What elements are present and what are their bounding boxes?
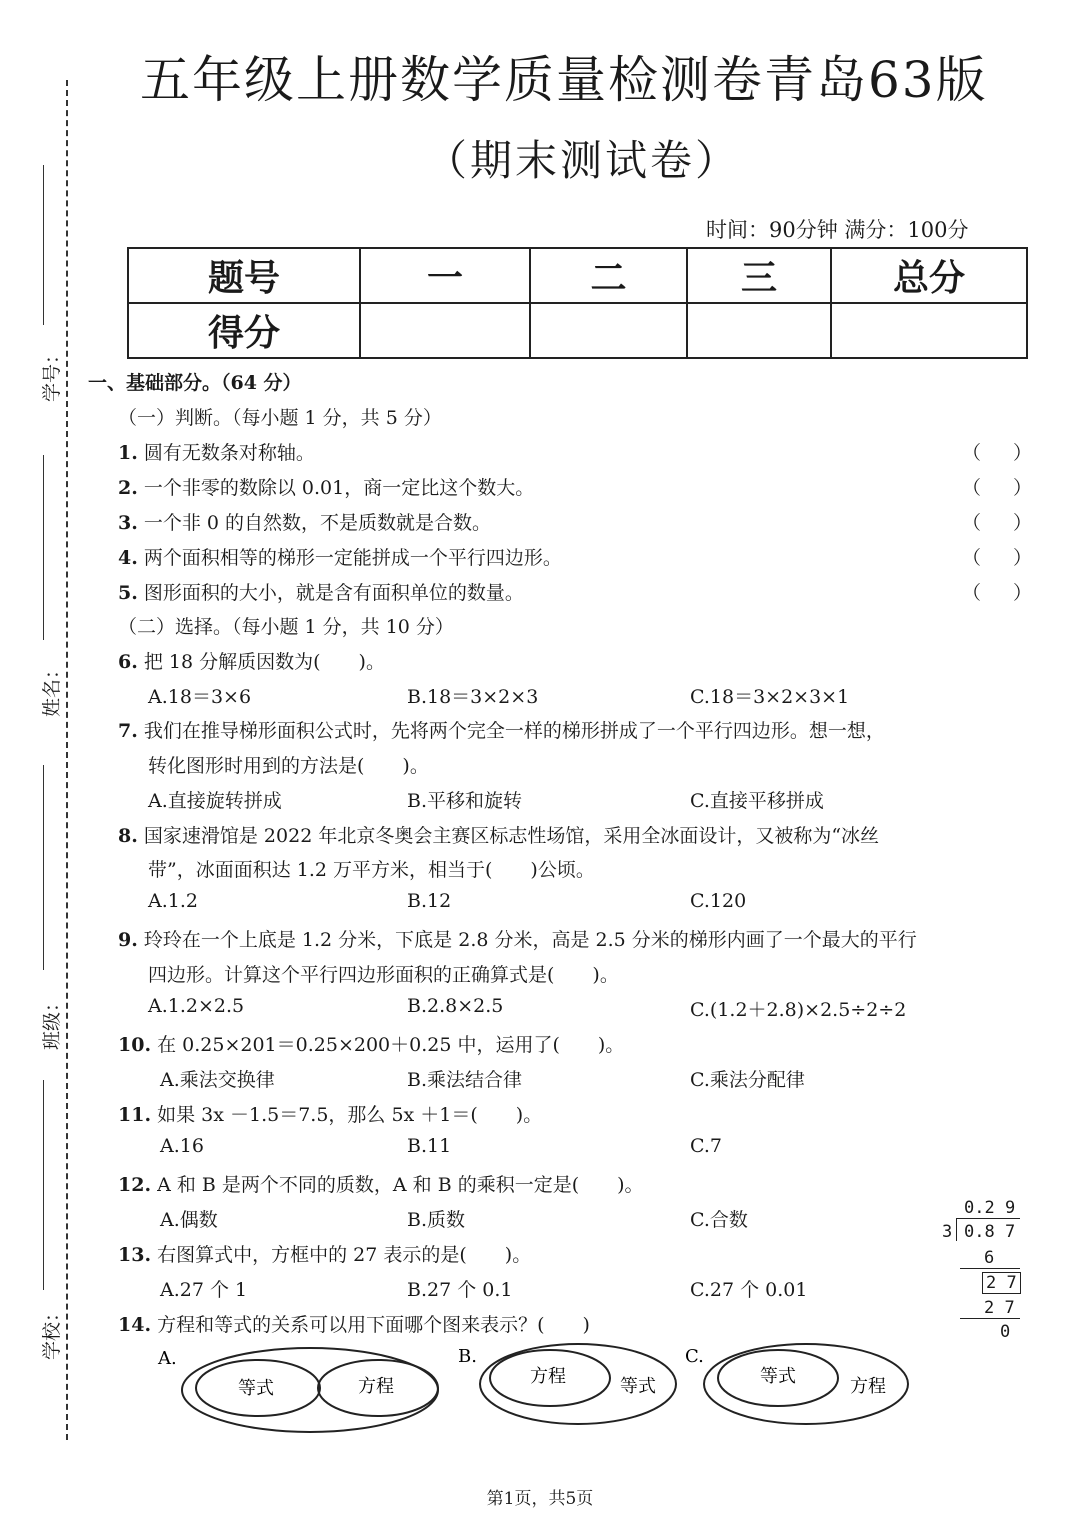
venn-b-inner-text: 方程 bbox=[530, 1366, 566, 1387]
question-text: 国家速滑馆是 2022 年北京冬奥会主赛区标志性场馆，采用全冰面设计，又被称为“冰丝 bbox=[143, 825, 880, 847]
choice-question bbox=[118, 925, 917, 952]
score-header-cell: 一 bbox=[360, 248, 530, 303]
score-input-cell[interactable] bbox=[687, 303, 831, 358]
choice-question bbox=[118, 1240, 531, 1267]
question-text: 玲玲在一个上底是 1.2 分米，下底是 2.8 分米，高是 2.5 分米的梯形内画了一个最大的平行 bbox=[143, 929, 917, 951]
option-c[interactable]: C.18＝3×2×3×1 bbox=[690, 686, 850, 708]
answer-blank-open[interactable]: （ bbox=[962, 512, 982, 534]
venn-b-outer-text: 等式 bbox=[620, 1376, 656, 1397]
venn-c-left-text: 等式 bbox=[760, 1366, 796, 1387]
question-text: 右图算式中，方框中的 27 表示的是( )。 bbox=[157, 1244, 532, 1266]
option-a[interactable]: A.乘法交换律 bbox=[160, 1069, 275, 1091]
division-step2: 2 7 bbox=[984, 1298, 1015, 1318]
answer-blank-open[interactable]: （ bbox=[962, 477, 982, 499]
choice-question bbox=[118, 1170, 644, 1197]
option-a[interactable]: A.16 bbox=[160, 1135, 204, 1157]
score-header-cell: 题号 bbox=[128, 248, 360, 303]
question-text: 如果 3x －1.5＝7.5，那么 5x ＋1＝( )。 bbox=[157, 1104, 543, 1126]
division-bracket bbox=[956, 1219, 957, 1241]
question-number: 1. bbox=[118, 442, 138, 464]
question-number: 14. bbox=[118, 1314, 152, 1336]
question-text: 方程和等式的关系可以用下面哪个图来表示？( ) bbox=[157, 1314, 590, 1336]
question-number: 8. bbox=[118, 825, 138, 847]
name-label: 姓名： bbox=[41, 659, 64, 718]
option-c[interactable]: C.直接平移拼成 bbox=[690, 790, 824, 812]
score-table-header-row bbox=[128, 248, 1027, 303]
score-header-cell: 二 bbox=[530, 248, 687, 303]
division-remainder: 0 bbox=[1000, 1322, 1011, 1342]
question-text: 一个非 0 的自然数，不是质数就是合数。 bbox=[143, 512, 492, 534]
question-text-continued: 带”，冰面面积达 1.2 万平方米，相当于( )公顷。 bbox=[148, 859, 595, 881]
choice-question bbox=[118, 647, 385, 674]
exam-meta: 时间：90分钟 满分：100分 bbox=[706, 218, 969, 242]
score-header-cell: 三 bbox=[687, 248, 831, 303]
long-division-figure bbox=[942, 1198, 1022, 1348]
option-a[interactable]: A.1.2 bbox=[148, 890, 198, 912]
judge-question bbox=[118, 543, 562, 570]
option-b[interactable]: B.18＝3×2×3 bbox=[407, 686, 539, 708]
question-number: 4. bbox=[118, 547, 138, 569]
score-table bbox=[127, 247, 1028, 359]
option-b[interactable]: B.质数 bbox=[407, 1209, 466, 1231]
option-c[interactable]: C.(1.2＋2.8)×2.5÷2÷2 bbox=[690, 999, 907, 1021]
choice-question bbox=[118, 1100, 542, 1127]
page-title: 五年级上册数学质量检测卷青岛63版 bbox=[140, 51, 988, 109]
student-id-line bbox=[43, 165, 44, 325]
score-row-label: 得分 bbox=[128, 303, 360, 358]
answer-blank-close: ） bbox=[1013, 512, 1033, 534]
division-bar bbox=[956, 1218, 1020, 1219]
venn-b-label[interactable]: B. bbox=[458, 1346, 477, 1367]
choice-question bbox=[118, 1030, 624, 1057]
choice-question bbox=[118, 821, 879, 848]
part-title-judge: （一）判断。（每小题 1 分，共 5 分） bbox=[118, 407, 442, 429]
answer-blank-open[interactable]: （ bbox=[962, 582, 982, 604]
question-text: 在 0.25×201＝0.25×200＋0.25 中，运用了( )。 bbox=[157, 1034, 625, 1056]
option-c[interactable]: C.120 bbox=[690, 890, 747, 912]
score-header-cell: 总分 bbox=[831, 248, 1027, 303]
option-b[interactable]: B.平移和旋转 bbox=[407, 790, 523, 812]
answer-blank-close: ） bbox=[1013, 442, 1033, 464]
score-input-cell[interactable] bbox=[831, 303, 1027, 358]
judge-question bbox=[118, 438, 315, 465]
question-number: 13. bbox=[118, 1244, 152, 1266]
student-id-label: 学号： bbox=[41, 344, 64, 403]
question-text: 一个非零的数除以 0.01，商一定比这个数大。 bbox=[143, 477, 535, 499]
division-divisor: 3 bbox=[942, 1222, 953, 1242]
answer-blank-close: ） bbox=[1013, 582, 1033, 604]
option-b[interactable]: B.12 bbox=[407, 890, 452, 912]
division-rule bbox=[960, 1268, 1020, 1269]
option-a[interactable]: A.偶数 bbox=[160, 1209, 218, 1231]
venn-c-right-text: 方程 bbox=[850, 1376, 886, 1397]
judge-question bbox=[118, 508, 491, 535]
question-number: 12. bbox=[118, 1174, 152, 1196]
option-b[interactable]: B.2.8×2.5 bbox=[407, 995, 504, 1017]
question-number: 6. bbox=[118, 651, 138, 673]
venn-a-label[interactable]: A. bbox=[158, 1348, 177, 1369]
class-label: 班级： bbox=[41, 992, 64, 1051]
option-a[interactable]: A.27 个 1 bbox=[160, 1279, 248, 1301]
venn-a-outer bbox=[182, 1348, 438, 1432]
question-number: 3. bbox=[118, 512, 138, 534]
question-number: 7. bbox=[118, 720, 138, 742]
option-b[interactable]: B.乘法结合律 bbox=[407, 1069, 523, 1091]
school-label: 学校： bbox=[41, 1302, 64, 1361]
answer-blank-close: ） bbox=[1013, 547, 1033, 569]
question-text: 把 18 分解质因数为( )。 bbox=[143, 651, 385, 673]
option-a[interactable]: A.直接旋转拼成 bbox=[148, 790, 282, 812]
score-input-cell[interactable] bbox=[530, 303, 687, 358]
choice-question bbox=[118, 1310, 590, 1337]
option-b[interactable]: B.11 bbox=[407, 1135, 452, 1157]
judge-question bbox=[118, 473, 534, 500]
venn-diagrams bbox=[150, 1340, 1030, 1450]
choice-question bbox=[118, 716, 885, 743]
division-dividend: 0.8 7 bbox=[964, 1222, 1016, 1242]
question-text: 两个面积相等的梯形一定能拼成一个平行四边形。 bbox=[143, 547, 562, 569]
class-line bbox=[43, 765, 44, 970]
score-table-row bbox=[128, 303, 1027, 358]
section-title: 一、基础部分。（64 分） bbox=[88, 372, 302, 394]
option-b[interactable]: B.27 个 0.1 bbox=[407, 1279, 513, 1301]
question-text-continued: 转化图形时用到的方法是( )。 bbox=[148, 755, 429, 777]
judge-question bbox=[118, 578, 524, 605]
question-text-continued: 四边形。计算这个平行四边形面积的正确算式是( )。 bbox=[148, 964, 619, 986]
venn-a-right-text: 方程 bbox=[358, 1376, 394, 1397]
question-number: 9. bbox=[118, 929, 138, 951]
division-step1: 6 bbox=[984, 1248, 995, 1268]
page-subtitle: （期末测试卷） bbox=[425, 136, 741, 185]
option-c[interactable]: C.7 bbox=[690, 1135, 722, 1157]
answer-blank-close: ） bbox=[1013, 477, 1033, 499]
question-number: 10. bbox=[118, 1034, 152, 1056]
option-a[interactable]: A.1.2×2.5 bbox=[148, 995, 245, 1017]
option-c[interactable]: C.27 个 0.01 bbox=[690, 1279, 808, 1301]
question-text: 我们在推导梯形面积公式时，先将两个完全一样的梯形拼成了一个平行四边形。想一想， bbox=[143, 720, 885, 742]
name-line bbox=[43, 455, 44, 640]
question-number: 5. bbox=[118, 582, 138, 604]
part-title-choice: （二）选择。（每小题 1 分，共 10 分） bbox=[118, 616, 454, 638]
question-number: 2. bbox=[118, 477, 138, 499]
school-line bbox=[43, 1080, 44, 1290]
venn-c-label[interactable]: C. bbox=[685, 1346, 704, 1367]
answer-blank-open[interactable]: （ bbox=[962, 442, 982, 464]
question-number: 11. bbox=[118, 1104, 152, 1126]
division-rule bbox=[960, 1318, 1020, 1319]
binding-dashed-line bbox=[66, 80, 68, 1440]
question-text: 图形面积的大小，就是含有面积单位的数量。 bbox=[143, 582, 524, 604]
option-c[interactable]: C.合数 bbox=[690, 1209, 748, 1231]
division-boxed-value: 2 7 bbox=[982, 1272, 1021, 1294]
question-text: 圆有无数条对称轴。 bbox=[143, 442, 315, 464]
page-footer: 第1页，共5页 bbox=[486, 1489, 594, 1509]
option-a[interactable]: A.18＝3×6 bbox=[148, 686, 252, 708]
option-c[interactable]: C.乘法分配律 bbox=[690, 1069, 805, 1091]
division-quotient: 0.2 9 bbox=[964, 1198, 1016, 1218]
question-text: A 和 B 是两个不同的质数，A 和 B 的乘积一定是( )。 bbox=[157, 1174, 644, 1196]
answer-blank-open[interactable]: （ bbox=[962, 547, 982, 569]
venn-a-left-text: 等式 bbox=[238, 1378, 274, 1399]
score-input-cell[interactable] bbox=[360, 303, 530, 358]
